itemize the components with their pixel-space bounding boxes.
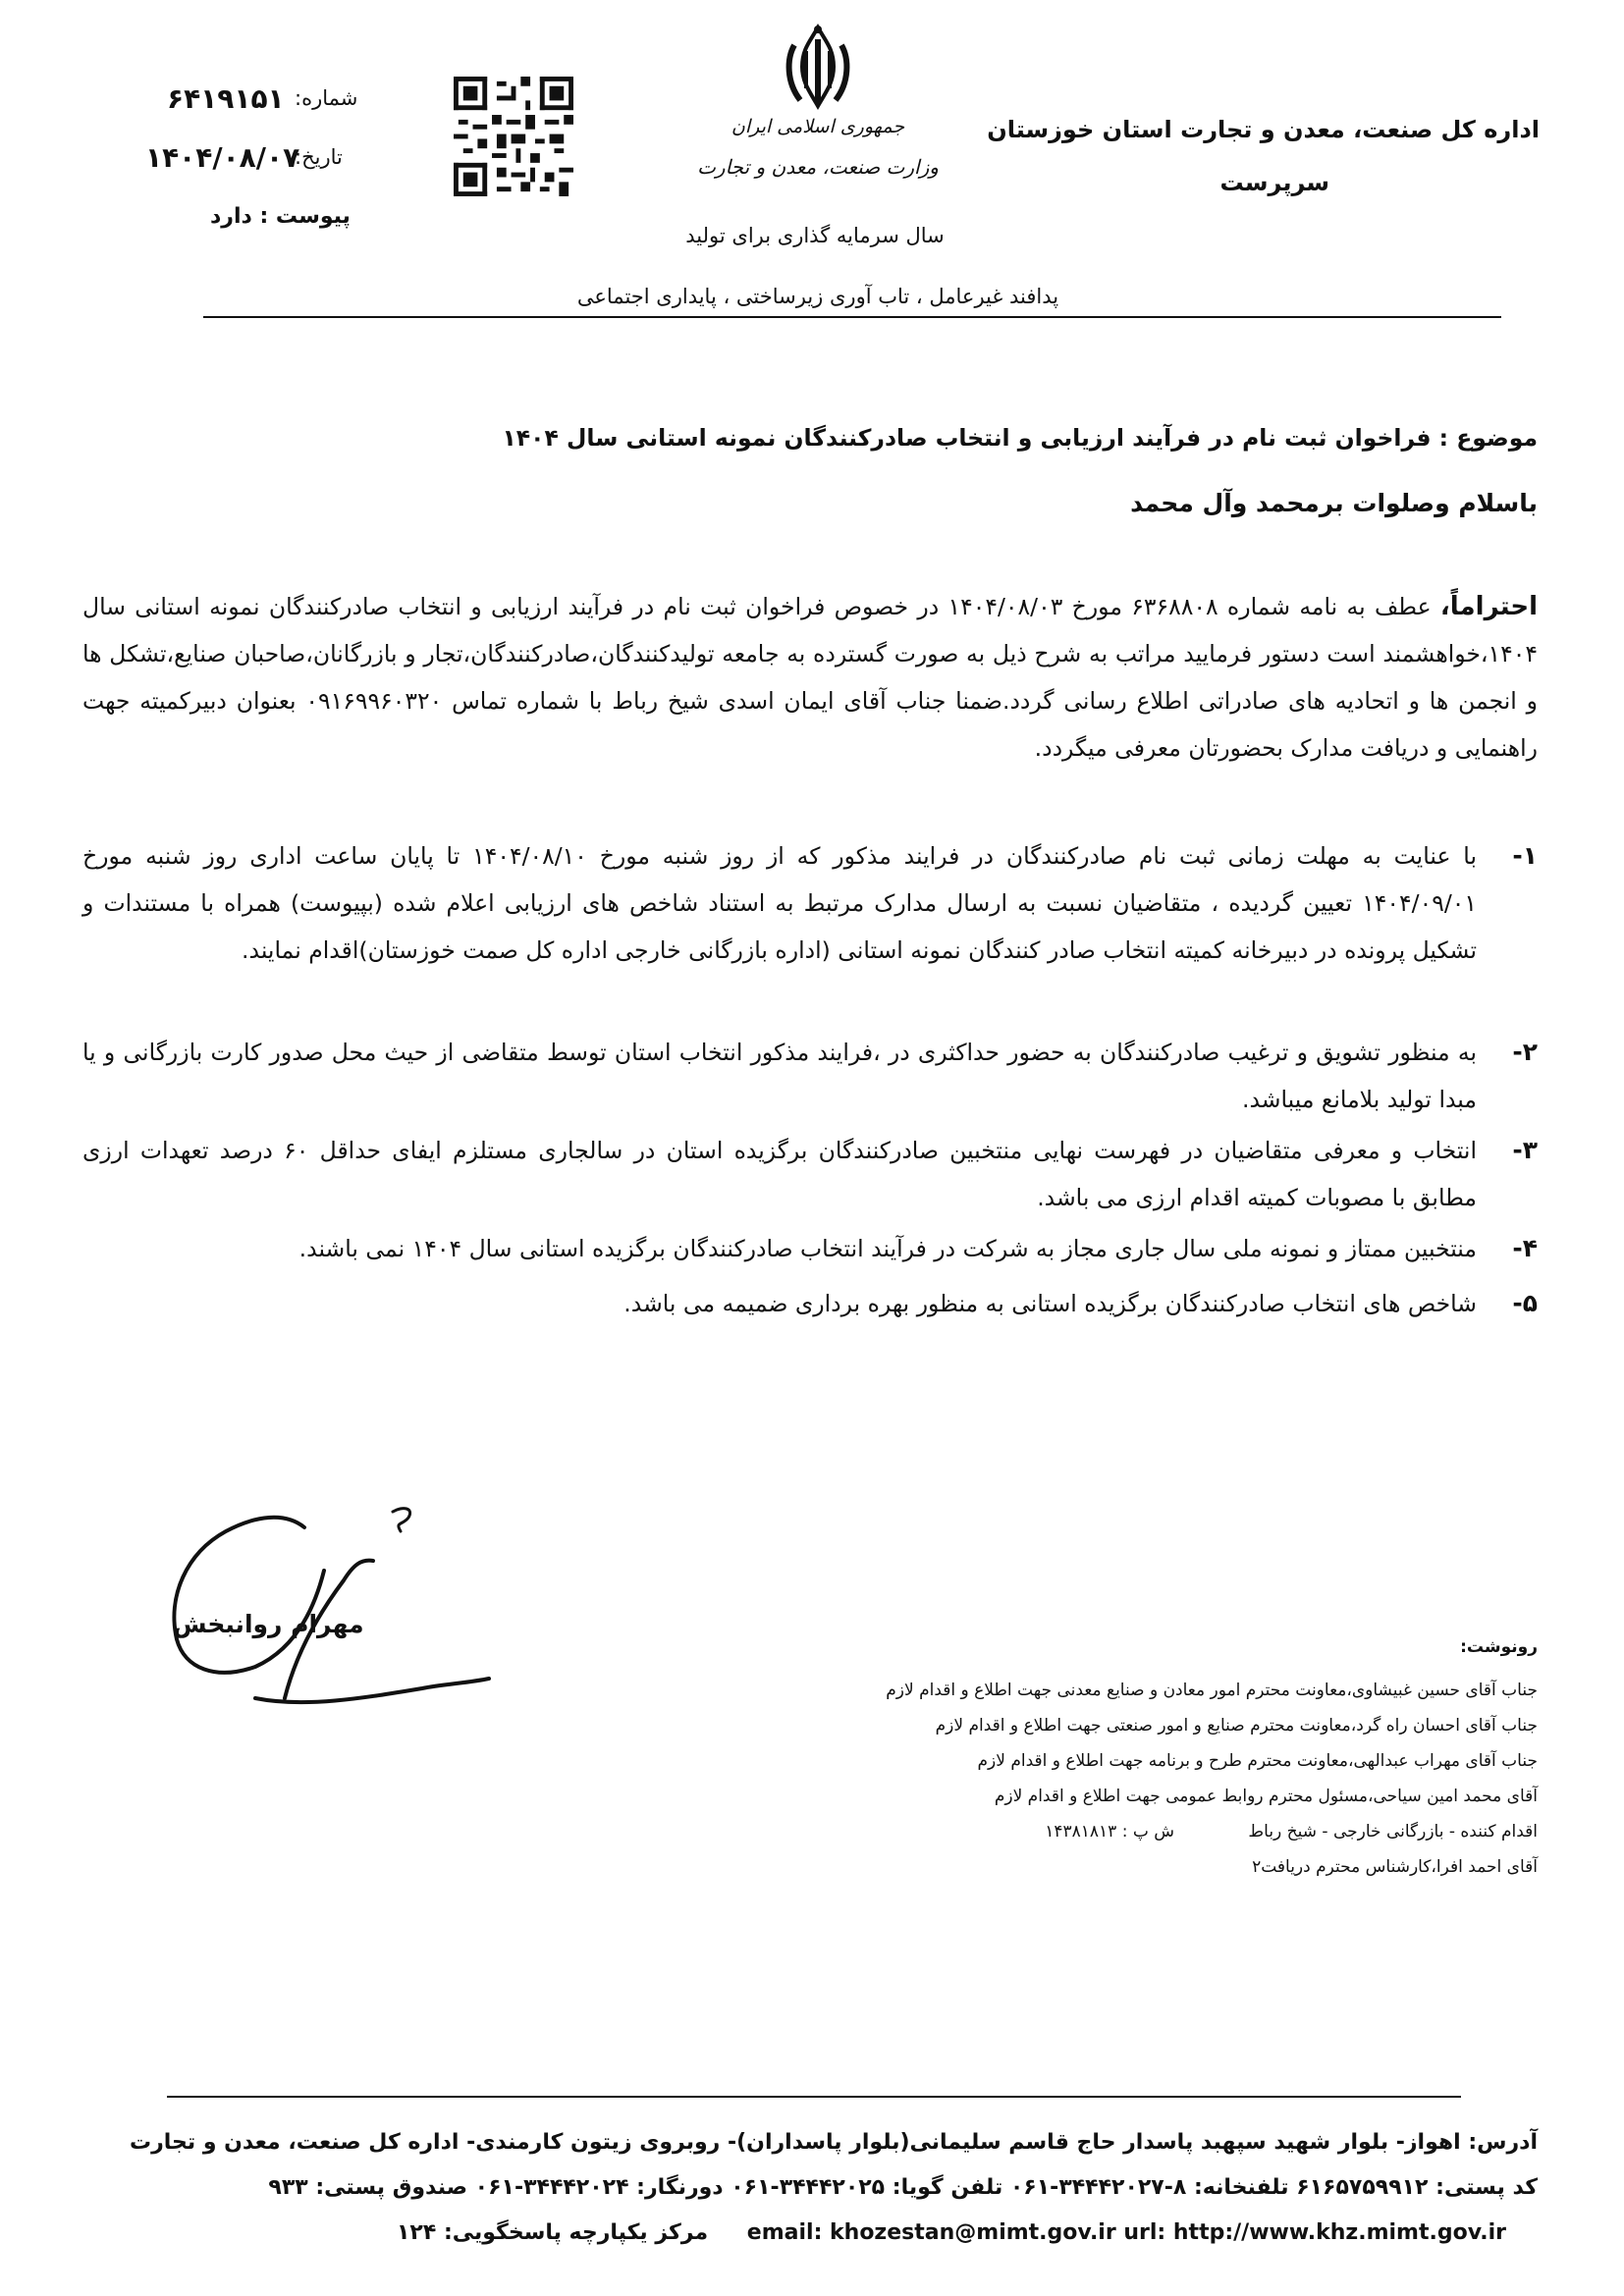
footer-contact: کد پستی: ۶۱۶۵۷۵۹۹۱۲ تلفنخانه: ۸-۳۴۴۴۲۰۲۷-۰۶۱ تلفن گویا: ۳۴۴۴۲۰۲۵-۰۶۱ دورنگار: ۳۴۴۴۲۰۲۴-۰۶۱ صندوق پستی: ۹۳۳	[268, 2175, 1538, 2200]
letter-date-value: ۱۴۰۴/۰۸/۰۷	[145, 141, 300, 174]
qr-code-icon	[454, 77, 573, 196]
org-name: اداره کل صنعت، معدن و تجارت استان خوزستان	[987, 116, 1540, 143]
footer-response-center: مرکز یکپارچه پاسخگویی: ۱۲۴	[396, 2220, 709, 2245]
emblem-caption-ministry: وزارت صنعت، معدن و تجارت	[697, 155, 939, 179]
footer-links	[397, 2213, 1538, 2254]
letter-date-label: تاریخ:	[295, 145, 343, 169]
list-item-number: ۳-	[1512, 1136, 1538, 1164]
list-item-number: ۲-	[1512, 1038, 1538, 1066]
list-item	[82, 832, 1538, 974]
list-item-text: با عنایت به مهلت زمانی ثبت نام صادرکنندگان در فرایند مذکور که از روز شنبه مورخ ۱۴۰۴/۰۸/۱۰ تا پایان ساعت اداری روز شنبه مورخ ۱۴۰۴/۰۹/۰۱ تعیین گردیده ، متقاضیان نسبت به ارسال مدارک مرتبط به استناد شاخص های ارزیابی اعلام شده (بپیوست) همراه با مستندات و تشکیل پرونده در دبیرخانه کمیته انتخاب صادر کنندگان نمونه استانی (اداره بازرگانی خارجی اداره کل صمت خوزستان)اقدام نمایند.	[82, 842, 1477, 964]
signer-name: مهرام روانبخش	[173, 1610, 364, 1638]
list-item-text: منتخبین ممتاز و نمونه ملی سال جاری مجاز به شرکت در فرآیند انتخاب صادرکنندگان برگزیده استانی سال ۱۴۰۴ نمی باشند.	[298, 1235, 1477, 1262]
cc-line: آقای احمد افرا،کارشناس محترم دریافت۲	[1252, 1857, 1538, 1877]
letter-number-label: شماره:	[295, 86, 358, 110]
iran-emblem-icon	[781, 22, 855, 112]
header-divider	[203, 316, 1501, 318]
list-item-number: ۴-	[1512, 1234, 1538, 1262]
list-item	[82, 1225, 1538, 1272]
cc-list	[886, 1673, 1538, 1885]
intro-text: عطف به نامه شماره ۶۳۶۸۸۰۸ مورخ ۱۴۰۴/۰۸/۰۳ در خصوص فراخوان ثبت نام در فرآیند ارزیابی و انتخاب صادرکنندگان نمونه استانی سال ۱۴۰۴،خواهشمند است دستور فرمایید مراتب به شرح ذیل به صورت گسترده به جامعه تولیدکنندگان،صادرکنندگان،تجار و بازرگانان،صاحبان صنایع،تشکل ها و انجمن ها و اتحادیه های صادراتی اطلاع رسانی گردد.ضمنا جناب آقای ایمان اسدی شیخ رباط با شماره تماس ۰۹۱۶۹۹۶۰۳۲۰ بعنوان دبیرکمیته جهت راهنمایی و دریافت مدارک بحضورتان معرفی میگردد.	[82, 593, 1538, 762]
footer-divider	[167, 2096, 1461, 2098]
tracking-number: ش پ : ۱۴۳۸۱۸۱۳	[1045, 1822, 1175, 1842]
footer-url[interactable]: url: http://www.khz.mimt.gov.ir	[1123, 2220, 1506, 2245]
cc-line-text: اقدام کننده - بازرگانی خارجی - شیخ رباط	[1248, 1822, 1538, 1842]
list-item	[82, 1127, 1538, 1221]
attachment-status: پیوست : دارد	[210, 204, 351, 229]
list-item	[82, 1280, 1538, 1327]
list-item-number: ۵-	[1512, 1289, 1538, 1317]
org-role: سرپرست	[1219, 169, 1329, 196]
cc-line: جناب آقای مهراب عبدالهی،معاونت محترم طرح و برنامه جهت اطلاع و اقدام لازم	[977, 1751, 1538, 1771]
footer-address: آدرس: اهواز- بلوار شهید سپهبد پاسدار حاج قاسم سلیمانی(بلوار پاسداران)- روبروی زیتون کارمندی- اداره کل صنعت، معدن و تجارت	[130, 2130, 1538, 2155]
subject-line: موضوع : فراخوان ثبت نام در فرآیند ارزیابی و انتخاب صادرکنندگان نمونه استانی سال ۱۴۰۴	[502, 424, 1538, 452]
intro-paragraph	[82, 583, 1538, 772]
list-item-text: به منظور تشویق و ترغیب صادرکنندگان به حضور حداکثری در ،فرایند مذکور انتخاب استان توسط متقاضی از حیث محل صدور کارت بازرگانی و یا مبدا تولید بلامانع میباشد.	[82, 1039, 1477, 1113]
list-item-text: انتخاب و معرفی متقاضیان در فهرست نهایی منتخبین صادرکنندگان برگزیده استان در سالجاری مستلزم ایفای حداقل ۶۰ درصد تعهدات ارزی مطابق با مصوبات کمیته اقدام ارزی می باشد.	[82, 1137, 1477, 1211]
cc-title: رونوشت:	[1460, 1637, 1538, 1657]
footer-email[interactable]: email: khozestan@mimt.gov.ir	[746, 2220, 1116, 2245]
list-item	[82, 1029, 1538, 1123]
year-slogan: سال سرمایه گذاری برای تولید	[685, 224, 945, 247]
cc-line	[886, 1814, 1538, 1849]
cc-line: جناب آقای حسین غبیشاوی،معاونت محترم امور معادن و صنایع معدنی جهت اطلاع و اقدام لازم	[886, 1681, 1538, 1700]
list-item-number: ۱-	[1512, 841, 1538, 870]
intro-lead: احتراماً،	[1439, 592, 1539, 621]
letter-number-value: ۶۴۱۹۱۵۱	[167, 82, 285, 115]
cc-line: آقای محمد امین سیاحی،مسئول محترم روابط عمومی جهت اطلاع و اقدام لازم	[994, 1787, 1538, 1806]
greeting: باسلام وصلوات برمحمد وآل محمد	[1130, 489, 1538, 517]
emblem-caption-country: جمهوری اسلامی ایران	[731, 116, 905, 137]
list-item-text: شاخص های انتخاب صادرکنندگان برگزیده استانی به منظور بهره برداری ضمیمه می باشد.	[623, 1290, 1477, 1317]
cc-line: جناب آقای احسان راه گرد،معاونت محترم صنایع و امور صنعتی جهت اطلاع و اقدام لازم	[935, 1716, 1538, 1735]
header-subtitle: پدافند غیرعامل ، تاب آوری زیرساختی ، پایداری اجتماعی	[576, 285, 1059, 308]
